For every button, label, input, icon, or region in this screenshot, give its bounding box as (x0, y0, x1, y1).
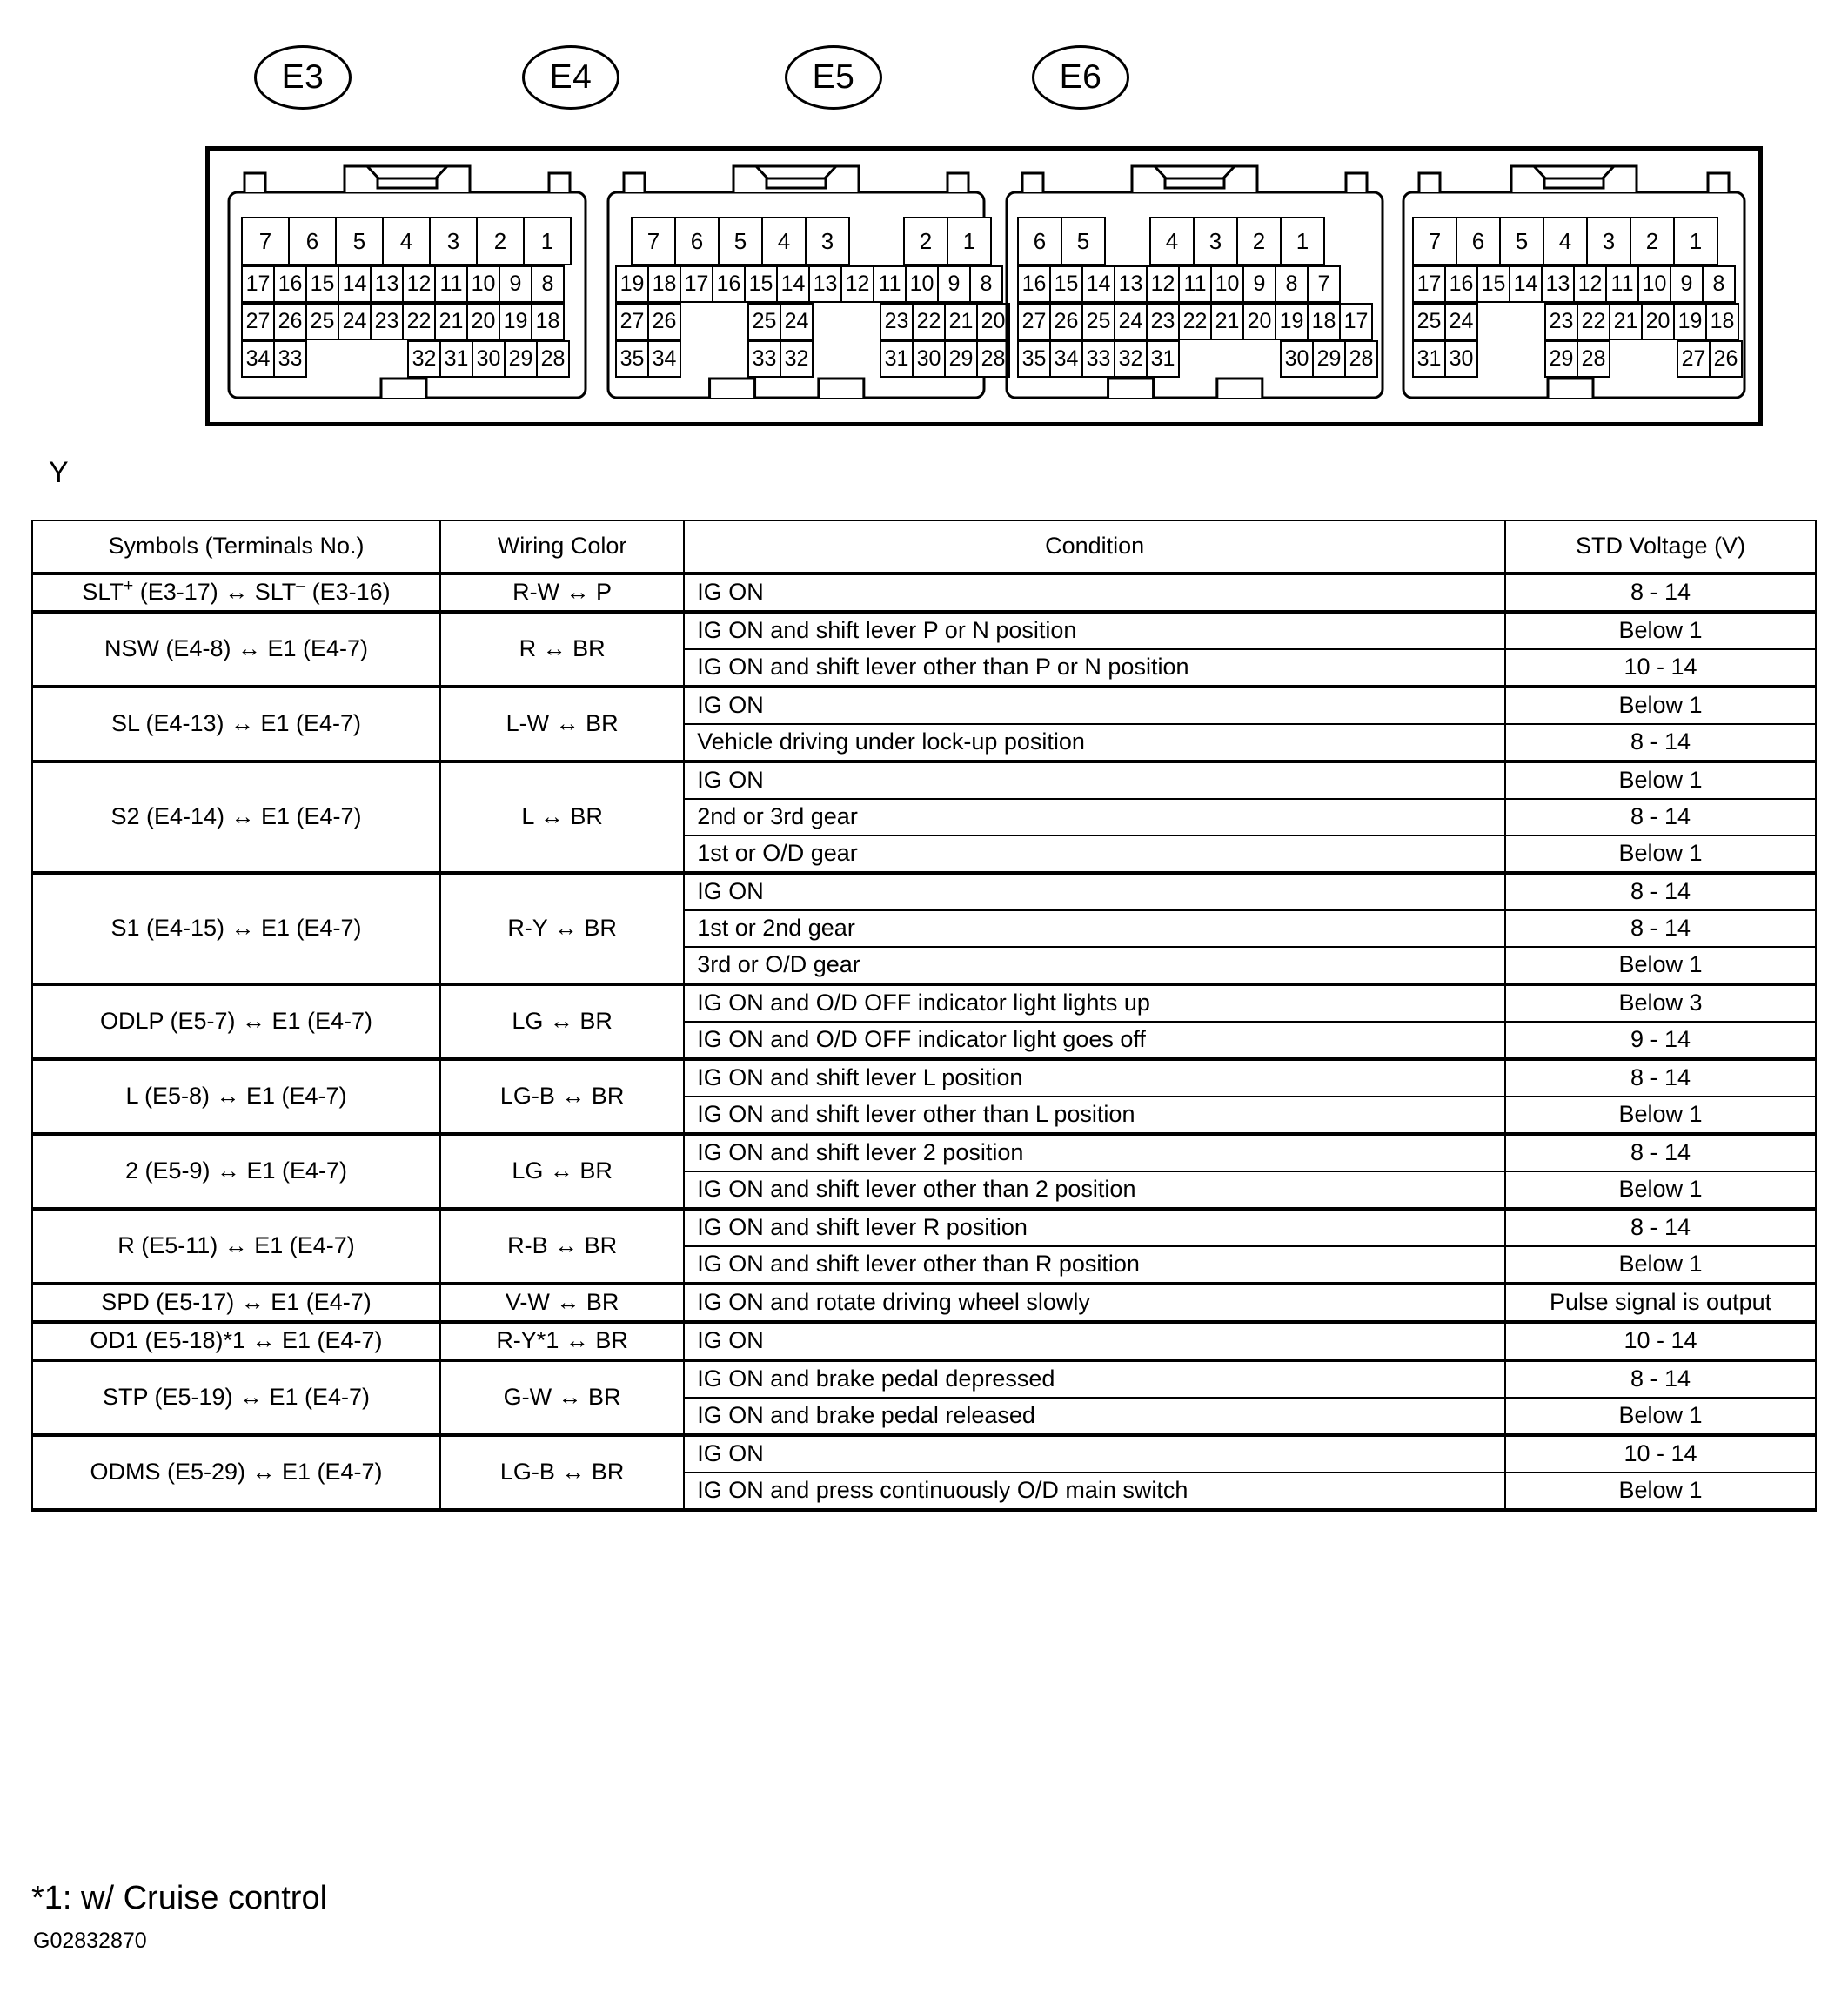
pin-gap (1106, 217, 1151, 265)
pin-cell: 6 (288, 217, 337, 265)
cell-std-voltage: 8 - 14 (1505, 1059, 1816, 1097)
table-row (32, 687, 1816, 724)
cell-condition: IG ON (684, 687, 1505, 724)
pin-cell: 29 (1312, 340, 1346, 378)
cell-symbol: 2 (E5-9) ↔ E1 (E4-7) (32, 1134, 440, 1209)
pin-cell: 28 (976, 340, 1010, 378)
connector-e4 (599, 163, 1006, 415)
pin-cell: 23 (370, 303, 404, 340)
pin-cell: 13 (808, 265, 842, 303)
table-row (32, 1284, 1816, 1322)
pin-cell: 27 (1017, 303, 1051, 340)
cell-symbol: STP (E5-19) ↔ E1 (E4-7) (32, 1360, 440, 1435)
terminal-spec-table (31, 520, 1817, 1512)
pin-cell: 4 (761, 217, 807, 265)
pin-cell: 23 (880, 303, 914, 340)
cell-wiring-color: L ↔ BR (440, 761, 684, 873)
connector-label-e6: E6 (1032, 45, 1129, 110)
pin-cell: 23 (1146, 303, 1180, 340)
cell-condition: 3rd or O/D gear (684, 947, 1505, 984)
pin-cell: 21 (1210, 303, 1244, 340)
pin-row (1019, 303, 1373, 340)
pin-cell: 12 (1573, 265, 1607, 303)
pin-cell: 25 (1081, 303, 1115, 340)
pin-row (617, 265, 1003, 303)
y-marker: Y (49, 456, 69, 489)
cell-condition: IG ON (684, 1435, 1505, 1473)
pin-cell: 16 (1017, 265, 1051, 303)
pin-cell: 5 (335, 217, 384, 265)
pin-grid-e3 (220, 163, 594, 415)
cell-std-voltage: 9 - 14 (1505, 1022, 1816, 1059)
cell-condition: IG ON and shift lever other than L position (684, 1097, 1505, 1134)
pin-cell: 20 (466, 303, 500, 340)
pin-cell: 3 (1193, 217, 1238, 265)
pin-cell: 21 (944, 303, 978, 340)
pin-cell: 1 (523, 217, 572, 265)
cell-condition: IG ON and rotate driving wheel slowly (684, 1284, 1505, 1322)
pin-cell: 11 (434, 265, 468, 303)
cell-std-voltage: 8 - 14 (1505, 1360, 1816, 1398)
pin-cell: 11 (1178, 265, 1212, 303)
pin-gap (1610, 340, 1678, 378)
cell-symbol: SLT+ (E3-17) ↔ SLT– (E3-16) (32, 574, 440, 612)
cell-condition: IG ON and shift lever other than R position (684, 1246, 1505, 1284)
pin-cell: 9 (499, 265, 532, 303)
pin-gap (681, 303, 749, 340)
pin-cell: 32 (1114, 340, 1148, 378)
pin-cell: 12 (402, 265, 436, 303)
pin-cell: 2 (903, 217, 948, 265)
cell-wiring-color: R-W ↔ P (440, 574, 684, 612)
cell-wiring-color: LG ↔ BR (440, 984, 684, 1059)
pin-cell: 32 (407, 340, 441, 378)
cell-condition: IG ON and shift lever P or N position (684, 612, 1505, 649)
pin-cell: 16 (1444, 265, 1478, 303)
header-symbols: Symbols (Terminals No.) (32, 520, 440, 574)
pin-cell: 15 (1476, 265, 1510, 303)
cell-wiring-color: V-W ↔ BR (440, 1284, 684, 1322)
pin-cell: 13 (1541, 265, 1575, 303)
pin-row (1414, 217, 1718, 265)
pin-cell: 5 (1061, 217, 1106, 265)
pin-cell: 28 (536, 340, 570, 378)
pin-cell: 16 (273, 265, 307, 303)
pin-cell: 8 (1275, 265, 1309, 303)
pin-cell: 27 (1677, 340, 1711, 378)
cell-symbol: OD1 (E5-18)*1 ↔ E1 (E4-7) (32, 1322, 440, 1360)
connector-diagram (205, 146, 1763, 426)
pin-cell: 35 (615, 340, 649, 378)
pin-row (1019, 265, 1341, 303)
cell-std-voltage: Below 1 (1505, 687, 1816, 724)
pin-cell: 26 (1709, 340, 1743, 378)
pin-cell: 9 (1670, 265, 1704, 303)
pin-cell: 22 (402, 303, 436, 340)
pin-cell: 3 (429, 217, 478, 265)
pin-cell: 18 (1307, 303, 1341, 340)
pin-cell: 30 (472, 340, 506, 378)
pin-cell: 21 (434, 303, 468, 340)
cell-std-voltage: Below 1 (1505, 1171, 1816, 1209)
pin-cell: 22 (912, 303, 946, 340)
pin-cell: 2 (1236, 217, 1282, 265)
pin-cell: 23 (1544, 303, 1578, 340)
cell-wiring-color: R-Y*1 ↔ BR (440, 1322, 684, 1360)
pin-cell: 31 (1146, 340, 1180, 378)
pin-cell: 26 (647, 303, 681, 340)
pin-gap (681, 340, 749, 378)
pin-cell: 11 (1605, 265, 1639, 303)
pin-cell: 10 (905, 265, 939, 303)
pin-cell: 7 (1307, 265, 1341, 303)
pin-cell: 22 (1178, 303, 1212, 340)
pin-cell: 12 (1146, 265, 1180, 303)
pin-grid-e4 (599, 163, 1006, 415)
pin-gap (814, 340, 881, 378)
cell-condition: IG ON and shift lever other than 2 position (684, 1171, 1505, 1209)
pin-cell: 5 (1499, 217, 1544, 265)
pin-cell: 30 (1444, 340, 1478, 378)
pin-cell: 2 (1630, 217, 1675, 265)
pin-cell: 19 (615, 265, 649, 303)
pin-cell: 10 (1210, 265, 1244, 303)
pin-cell: 31 (439, 340, 473, 378)
pin-cell: 33 (273, 340, 307, 378)
pin-gap (1478, 303, 1546, 340)
pin-gap (1478, 340, 1546, 378)
cell-symbol: R (E5-11) ↔ E1 (E4-7) (32, 1209, 440, 1284)
pin-cell: 20 (1242, 303, 1276, 340)
cell-std-voltage: 8 - 14 (1505, 873, 1816, 910)
cell-wiring-color: R-Y ↔ BR (440, 873, 684, 984)
header-wiring-color: Wiring Color (440, 520, 684, 574)
footnote-cruise-control: *1: w/ Cruise control (31, 1880, 328, 1916)
pin-cell: 27 (615, 303, 649, 340)
document-id: G02832870 (33, 1929, 147, 1953)
cell-std-voltage: Below 1 (1505, 761, 1816, 799)
header-std-voltage: STD Voltage (V) (1505, 520, 1816, 574)
pin-cell: 4 (1149, 217, 1195, 265)
cell-std-voltage: Below 1 (1505, 947, 1816, 984)
pin-cell: 15 (744, 265, 778, 303)
pin-cell: 11 (873, 265, 907, 303)
table-row (32, 612, 1816, 649)
pin-cell: 2 (476, 217, 525, 265)
pin-cell: 9 (1242, 265, 1276, 303)
connector-label-e4: E4 (522, 45, 619, 110)
cell-condition: IG ON and shift lever R position (684, 1209, 1505, 1246)
table-row (32, 761, 1816, 799)
connector-e3 (220, 163, 594, 415)
pin-cell: 19 (1275, 303, 1309, 340)
pin-gap (814, 303, 881, 340)
pin-cell: 4 (1543, 217, 1588, 265)
pin-cell: 18 (531, 303, 565, 340)
pin-cell: 1 (1280, 217, 1325, 265)
cell-symbol: ODLP (E5-7) ↔ E1 (E4-7) (32, 984, 440, 1059)
pin-cell: 20 (1641, 303, 1675, 340)
pin-cell: 8 (1702, 265, 1736, 303)
pin-cell: 5 (718, 217, 763, 265)
table-row (32, 1322, 1816, 1360)
pin-cell: 30 (912, 340, 946, 378)
table-row (32, 1134, 1816, 1171)
pin-cell: 21 (1609, 303, 1643, 340)
cell-std-voltage: 10 - 14 (1505, 1322, 1816, 1360)
pin-cell: 9 (937, 265, 971, 303)
table-row (32, 574, 1816, 612)
pin-cell: 22 (1577, 303, 1610, 340)
pin-cell: 29 (504, 340, 538, 378)
cell-std-voltage: Below 1 (1505, 1398, 1816, 1435)
cell-wiring-color: R ↔ BR (440, 612, 684, 687)
pin-cell: 31 (880, 340, 914, 378)
cell-condition: IG ON and press continuously O/D main switch (684, 1473, 1505, 1510)
cell-symbol: L (E5-8) ↔ E1 (E4-7) (32, 1059, 440, 1134)
pin-cell: 14 (776, 265, 810, 303)
pin-grid-e6 (1395, 163, 1753, 415)
cell-symbol: SL (E4-13) ↔ E1 (E4-7) (32, 687, 440, 761)
cell-symbol: SPD (E5-17) ↔ E1 (E4-7) (32, 1284, 440, 1322)
pin-gap (850, 217, 905, 265)
cell-std-voltage: Below 1 (1505, 1246, 1816, 1284)
pin-row (243, 303, 565, 340)
cell-std-voltage: 8 - 14 (1505, 574, 1816, 612)
pin-row (633, 217, 992, 265)
pin-cell: 3 (1586, 217, 1631, 265)
cell-condition: IG ON and O/D OFF indicator light goes off (684, 1022, 1505, 1059)
table-row (32, 1059, 1816, 1097)
pin-cell: 10 (466, 265, 500, 303)
pin-cell: 24 (1114, 303, 1148, 340)
pin-cell: 15 (305, 265, 339, 303)
cell-std-voltage: 8 - 14 (1505, 1134, 1816, 1171)
pin-cell: 3 (805, 217, 850, 265)
cell-std-voltage: Below 1 (1505, 1097, 1816, 1134)
pin-row (1414, 265, 1736, 303)
pin-cell: 14 (338, 265, 372, 303)
pin-cell: 15 (1049, 265, 1083, 303)
cell-std-voltage: 10 - 14 (1505, 1435, 1816, 1473)
cell-condition: 2nd or 3rd gear (684, 799, 1505, 835)
pin-cell: 6 (1017, 217, 1062, 265)
pin-cell: 24 (1444, 303, 1478, 340)
cell-std-voltage: 10 - 14 (1505, 649, 1816, 687)
cell-std-voltage: Below 1 (1505, 835, 1816, 873)
cell-condition: IG ON and shift lever L position (684, 1059, 1505, 1097)
pin-cell: 17 (1412, 265, 1446, 303)
cell-condition: IG ON and brake pedal released (684, 1398, 1505, 1435)
pin-cell: 25 (747, 303, 781, 340)
pin-gap (1180, 340, 1282, 378)
cell-std-voltage: 8 - 14 (1505, 910, 1816, 947)
pin-cell: 7 (631, 217, 676, 265)
cell-wiring-color: LG-B ↔ BR (440, 1435, 684, 1510)
table-row (32, 1209, 1816, 1246)
pin-cell: 25 (305, 303, 339, 340)
pin-row (1414, 303, 1739, 340)
cell-condition: 1st or 2nd gear (684, 910, 1505, 947)
connector-e6 (1395, 163, 1753, 415)
pin-cell: 7 (1412, 217, 1457, 265)
pin-row (617, 340, 1010, 378)
cell-condition: IG ON (684, 873, 1505, 910)
pin-grid-e5 (998, 163, 1391, 415)
pin-cell: 29 (1544, 340, 1578, 378)
pin-cell: 17 (680, 265, 713, 303)
pin-cell: 35 (1017, 340, 1051, 378)
pin-cell: 28 (1344, 340, 1378, 378)
pin-cell: 13 (370, 265, 404, 303)
table-header-row (32, 520, 1816, 574)
pin-cell: 25 (1412, 303, 1446, 340)
cell-symbol: NSW (E4-8) ↔ E1 (E4-7) (32, 612, 440, 687)
pin-cell: 24 (780, 303, 814, 340)
pin-row (1414, 340, 1743, 378)
pin-cell: 19 (499, 303, 532, 340)
cell-condition: IG ON and O/D OFF indicator light lights up (684, 984, 1505, 1022)
table-row (32, 984, 1816, 1022)
pin-cell: 17 (241, 265, 275, 303)
pin-cell: 26 (1049, 303, 1083, 340)
pin-cell: 34 (241, 340, 275, 378)
connector-e5 (998, 163, 1391, 415)
cell-condition: IG ON and shift lever 2 position (684, 1134, 1505, 1171)
cell-symbol: ODMS (E5-29) ↔ E1 (E4-7) (32, 1435, 440, 1510)
pin-cell: 18 (1705, 303, 1739, 340)
pin-cell: 12 (840, 265, 874, 303)
pin-cell: 32 (780, 340, 814, 378)
cell-std-voltage: Below 1 (1505, 1473, 1816, 1510)
cell-wiring-color: LG ↔ BR (440, 1134, 684, 1209)
cell-wiring-color: G-W ↔ BR (440, 1360, 684, 1435)
pin-cell: 31 (1412, 340, 1446, 378)
pin-cell: 6 (674, 217, 720, 265)
pin-cell: 6 (1456, 217, 1501, 265)
connector-label-e3: E3 (254, 45, 352, 110)
pin-cell: 33 (747, 340, 781, 378)
cell-wiring-color: LG-B ↔ BR (440, 1059, 684, 1134)
pin-cell: 28 (1577, 340, 1610, 378)
cell-condition: IG ON and shift lever other than P or N position (684, 649, 1505, 687)
pin-cell: 18 (647, 265, 681, 303)
pin-cell: 1 (1673, 217, 1718, 265)
cell-condition: IG ON (684, 1322, 1505, 1360)
cell-symbol: S2 (E4-14) ↔ E1 (E4-7) (32, 761, 440, 873)
pin-row (1019, 217, 1325, 265)
pin-cell: 19 (1673, 303, 1707, 340)
pin-cell: 17 (1339, 303, 1373, 340)
cell-std-voltage: Below 3 (1505, 984, 1816, 1022)
pin-cell: 29 (944, 340, 978, 378)
pin-cell: 14 (1081, 265, 1115, 303)
pin-cell: 10 (1637, 265, 1671, 303)
cell-condition: IG ON and brake pedal depressed (684, 1360, 1505, 1398)
table-row (32, 1435, 1816, 1473)
pin-cell: 4 (382, 217, 431, 265)
pin-row (617, 303, 1010, 340)
pin-cell: 26 (273, 303, 307, 340)
pin-cell: 30 (1280, 340, 1314, 378)
pin-cell: 20 (976, 303, 1010, 340)
connector-label-e5: E5 (785, 45, 882, 110)
pin-row (243, 265, 565, 303)
pin-cell: 14 (1509, 265, 1543, 303)
pin-cell: 8 (531, 265, 565, 303)
cell-condition: IG ON (684, 574, 1505, 612)
pin-gap (307, 340, 409, 378)
cell-symbol: S1 (E4-15) ↔ E1 (E4-7) (32, 873, 440, 984)
pin-cell: 7 (241, 217, 290, 265)
header-condition: Condition (684, 520, 1505, 574)
cell-condition: IG ON (684, 761, 1505, 799)
cell-condition: Vehicle driving under lock-up position (684, 724, 1505, 761)
pin-cell: 33 (1081, 340, 1115, 378)
pin-cell: 34 (1049, 340, 1083, 378)
connector-label-row (0, 45, 1848, 122)
cell-std-voltage: Below 1 (1505, 612, 1816, 649)
table-row (32, 1360, 1816, 1398)
pin-cell: 34 (647, 340, 681, 378)
pin-cell: 8 (969, 265, 1003, 303)
pin-cell: 13 (1114, 265, 1148, 303)
pin-row (243, 217, 572, 265)
pin-row (243, 340, 570, 378)
pin-cell: 16 (712, 265, 746, 303)
table-row (32, 873, 1816, 910)
cell-wiring-color: L-W ↔ BR (440, 687, 684, 761)
cell-std-voltage: 8 - 14 (1505, 1209, 1816, 1246)
cell-condition: 1st or O/D gear (684, 835, 1505, 873)
cell-std-voltage: 8 - 14 (1505, 799, 1816, 835)
cell-std-voltage: 8 - 14 (1505, 724, 1816, 761)
pin-cell: 27 (241, 303, 275, 340)
pin-cell: 24 (338, 303, 372, 340)
pin-row (1019, 340, 1378, 378)
cell-std-voltage: Pulse signal is output (1505, 1284, 1816, 1322)
pin-cell: 1 (947, 217, 992, 265)
cell-wiring-color: R-B ↔ BR (440, 1209, 684, 1284)
